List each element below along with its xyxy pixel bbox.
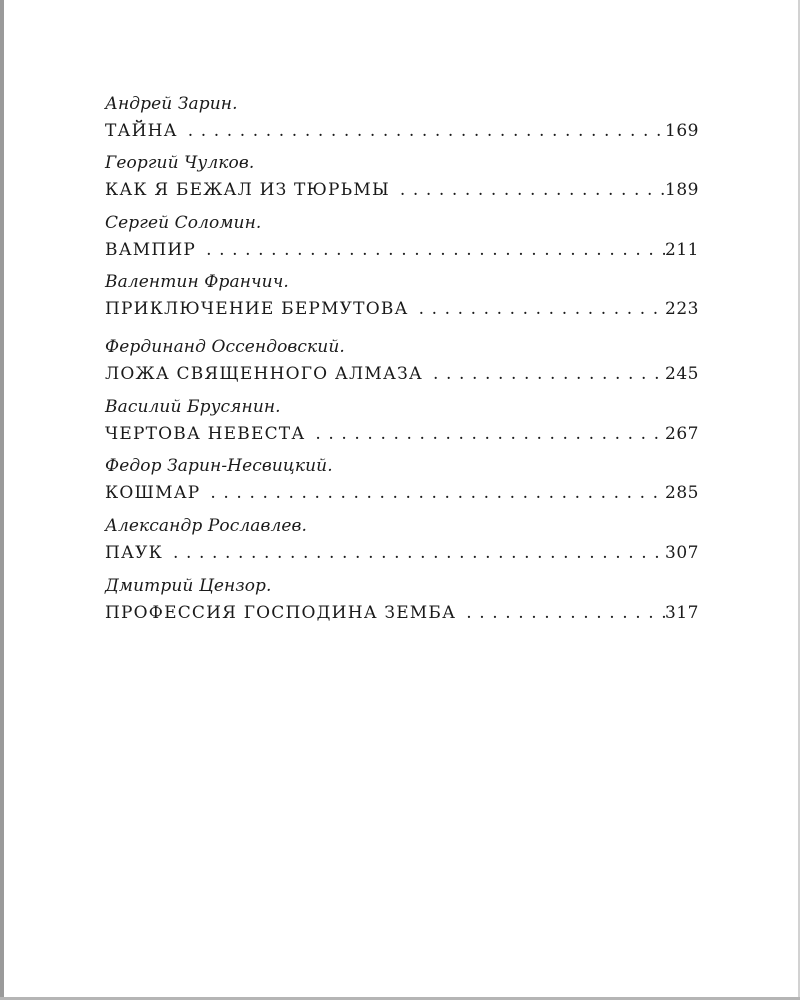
toc-entry-title-line [105,481,699,505]
toc-entry-author: Георгий Чулков. [105,153,255,173]
toc-entry-page-number: 267 [665,424,699,444]
toc-entry-title-line [105,297,699,321]
toc-entry-author: Валентин Франчич. [105,272,289,292]
toc-entry-author: Федор Зарин-Несвицкий. [105,456,333,476]
toc-entry-page-number: 245 [665,364,699,384]
dot-leader [305,422,665,446]
toc-entry [105,212,699,262]
toc-entry-title-line [105,119,699,143]
toc-entry-title: ПРИКЛЮЧЕНИЕ БЕРМУТОВА [105,299,409,319]
toc-entry-title: ВАМПИР [105,240,197,260]
toc-entry [105,396,699,446]
toc-entry [105,93,699,143]
toc-entry-title: КОШМАР [105,483,201,503]
toc-entry [105,515,699,565]
toc-entry-title: КАК Я БЕЖАЛ ИЗ ТЮРЬМЫ [105,180,390,200]
toc-entry-author: Сергей Соломин. [105,213,262,233]
toc-entry-title: ПРОФЕССИЯ ГОСПОДИНА ЗЕМБА [105,603,457,623]
toc-entry-title-line [105,541,699,565]
dot-leader [196,238,665,262]
toc-entry-page-number: 223 [665,299,699,319]
toc-entry [105,575,699,625]
toc-entry-title-line [105,178,699,202]
toc-entry-title-line [105,362,699,386]
dot-leader [456,601,665,625]
toc-entry-author: Александр Рославлев. [105,516,308,536]
toc-entry-title: ТАЙНА [105,121,178,141]
dot-leader [163,541,665,565]
toc-entry-author: Дмитрий Цензор. [105,576,272,596]
dot-leader [423,362,665,386]
toc-entry-title-line [105,422,699,446]
toc-entry [105,455,699,505]
toc-entry-author: Фердинанд Оссендовский. [105,337,345,357]
toc-entry-author: Василий Брусянин. [105,397,281,417]
toc-entry-title: ЧЕРТОВА НЕВЕСТА [105,424,306,444]
dot-leader [178,119,665,143]
toc-entry [105,271,699,321]
dot-leader [409,297,665,321]
toc-entry-title-line [105,601,699,625]
toc-entry-page-number: 317 [665,603,699,623]
dot-leader [390,178,665,202]
toc-entry-title: ЛОЖА СВЯЩЕННОГО АЛМАЗА [105,364,423,384]
dot-leader [200,481,665,505]
toc-entry-title-line [105,238,699,262]
toc-entry-page-number: 211 [665,240,699,260]
toc-entry-page-number: 189 [665,180,699,200]
toc-entry [105,336,699,386]
toc-entry-page-number: 285 [665,483,699,503]
toc-entry-author: Андрей Зарин. [105,94,238,114]
toc-entry-title: ПАУК [105,543,163,563]
toc-entry [105,152,699,202]
toc-entry-page-number: 169 [665,121,699,141]
toc-entry-page-number: 307 [665,543,699,563]
